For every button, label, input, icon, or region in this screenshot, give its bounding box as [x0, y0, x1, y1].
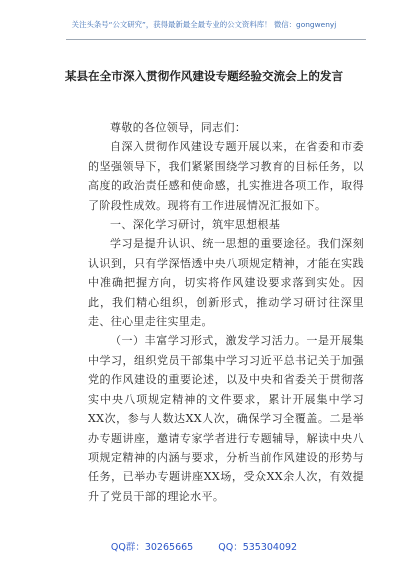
body-paragraph: （一）丰富学习形式，激发学习活力。一是开展集中学习，组织党员干部集中学习习近平总书记关于加强党的作风建设的重要论述，以及中央和省委关于贯彻落实中央八项规定精神的文件要求，累计开展集中学习XX次，参与人数达XX人次，确保学习全覆盖。二是举办专题讲座，邀请专家学者进行专题辅导，解读中央八项规定精神的内涵与要求，分析当前作风建设的形势与任务，已举办专题讲座XX场，受众XX余人次，有效提升了党员干部的理论水平。: [88, 334, 364, 503]
footer-contacts: [0, 539, 408, 553]
document-body: [88, 118, 364, 506]
footer-qq-contact: QQ：535304092: [218, 542, 298, 553]
footer-qq-group: QQ群：30265665: [110, 542, 194, 553]
body-paragraph: 自深入贯彻作风建设专题开展以来，在省委和市委的坚强领导下，我们紧紧围绕学习教育的目标任务，以高度的政治责任感和使命感，扎实推进各项工作，取得了阶段性成效。现将有工作进展情况汇报如下。: [88, 140, 364, 212]
document-title: 某县在全市深入贯彻作风建设专题经验交流会上的发言: [64, 69, 344, 83]
salutation: 尊敬的各位领导，同志们：: [110, 121, 247, 134]
header-banner: 关注头条号“公文研究”，获得最新最全最专业的公文资料库！ 微信：gongwenyj: [71, 20, 337, 29]
section-heading: 一、深化学习研讨，筑牢思想根基: [110, 218, 281, 232]
header-divider: [66, 39, 366, 40]
body-paragraph: 学习是提升认识、统一思想的重要途径。我们深刻认识到，只有学深悟透中央八项规定精神，才能在实践中准确把握方向，切实将作风建设要求落到实处。因此，我们精心组织，创新形式，推动学习研讨往深里走、往心里走往实里走。: [88, 237, 364, 329]
